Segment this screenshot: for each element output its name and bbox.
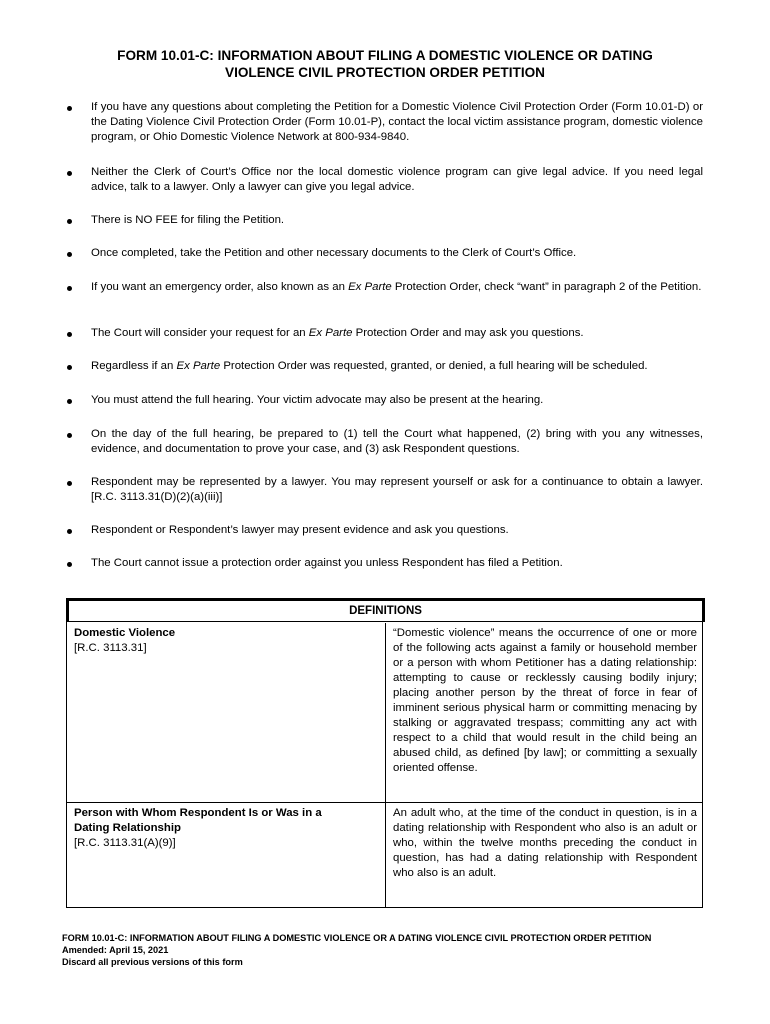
bullet-emphasis: Ex Parte	[176, 360, 221, 372]
bullet-text: The Court cannot issue a protection order against you unless Respondent has filed a Petition.	[91, 557, 563, 569]
bullet-icon	[67, 562, 72, 567]
bullet-text-continued: Protection Order was requested, granted, or denied, a full hearing will be scheduled.	[220, 360, 648, 372]
bullet-text: Respondent may be represented by a lawyer. You may represent yourself or ask for a continuance to obtain a lawyer. [R.C. 3113.31(D)(2)(a)(iii)]	[91, 476, 703, 503]
page-title	[60, 47, 710, 81]
footer-amended-date: Amended: April 15, 2021	[62, 945, 169, 955]
row-divider	[67, 802, 702, 803]
term-cell	[74, 626, 374, 656]
term-cell	[74, 806, 344, 851]
bullet-emphasis: Ex Parte	[308, 327, 353, 339]
bullet-text: If you have any questions about completing the Petition for a Domestic Violence Civil Protection Order (Form 10.01-D) or the Dating Violence Civil Protection Order (Form 10.01-P), contact the local victim assistance program, domestic violence program, or Ohio Domestic Violence Network at 800-934-9840.	[91, 101, 703, 143]
bullet-emphasis: Ex Parte	[348, 281, 392, 293]
definition-cell: An adult who, at the time of the conduct in question, is in a dating relationship with Respondent who also is an adult or who, within the twelve months preceding the conduct in question, has had a dating relationship with Respondent who also is an adult.	[393, 807, 697, 879]
term-name: Person with Whom Respondent Is or Was in a Dating Relationship	[74, 807, 322, 834]
bullet-icon	[67, 106, 72, 111]
bullet-icon	[67, 365, 72, 370]
bullet-text: Once completed, take the Petition and other necessary documents to the Clerk of Court’s Office.	[91, 247, 577, 259]
bullet-icon	[67, 332, 72, 337]
bullet-icon	[67, 481, 72, 486]
form-footer	[62, 932, 682, 968]
bullet-text: Regardless if an	[91, 360, 177, 372]
bullet-text: Neither the Clerk of Court’s Office nor the local domestic violence program can give legal advice. If you need legal advice, talk to a lawyer. Only a lawyer can give you legal advice.	[91, 166, 703, 193]
bullet-text-continued: Protection Order, check “want” in paragraph 2 of the Petition.	[391, 281, 702, 293]
bullet-text: You must attend the full hearing. Your victim advocate may also be present at the hearing.	[91, 394, 544, 406]
bullet-text: The Court will consider your request for an	[91, 327, 309, 339]
bullet-text: If you want an emergency order, also known as an	[91, 281, 349, 293]
definition-cell: “Domestic violence” means the occurrence of one or more of the following acts against a family or household member or a person with whom Petitioner has a dating relationship: attempting to cause or recklessly causing bodily injury; placing another person by the threat of force in fear of imminent serious physical harm or committing menacing by stalking or aggravated trespass; committing any act with respect to a child that would result in the child being an abused child, as defined [by law]; or committing a sexually oriented offense.	[393, 627, 697, 774]
term-reference: [R.C. 3113.31(A)(9)]	[74, 837, 176, 849]
bullet-icon	[67, 433, 72, 438]
definitions-table	[66, 598, 703, 908]
column-divider	[385, 623, 386, 908]
bullet-icon	[67, 399, 72, 404]
bullet-text: Respondent or Respondent’s lawyer may present evidence and ask you questions.	[91, 524, 509, 536]
term-name: Domestic Violence	[74, 627, 176, 639]
bullet-icon	[67, 171, 72, 176]
title-line-1: FORM 10.01-C: INFORMATION ABOUT FILING A DOMESTIC VIOLENCE OR DATING	[117, 48, 653, 63]
bullet-icon	[67, 286, 72, 291]
bullet-icon	[67, 252, 72, 257]
bullet-icon	[67, 529, 72, 534]
term-reference: [R.C. 3113.31]	[74, 642, 147, 654]
bullet-text-continued: Protection Order and may ask you questions.	[352, 327, 584, 339]
footer-discard-note: Discard all previous versions of this form	[62, 957, 243, 967]
bullet-text: On the day of the full hearing, be prepared to (1) tell the Court what happened, (2) bring with you any witnesses, evidence, and documentation to prove your case, and (3) ask Respondent questions.	[91, 428, 703, 455]
bullet-icon	[67, 219, 72, 224]
bullet-text: There is NO FEE for filing the Petition.	[91, 214, 285, 226]
footer-form-title: FORM 10.01-C: INFORMATION ABOUT FILING A DOMESTIC VIOLENCE OR A DATING VIOLENCE CIVIL PROTECTION ORDER PETITION	[62, 933, 652, 943]
title-line-2: VIOLENCE CIVIL PROTECTION ORDER PETITION	[225, 65, 545, 80]
definitions-header: DEFINITIONS	[66, 598, 705, 622]
